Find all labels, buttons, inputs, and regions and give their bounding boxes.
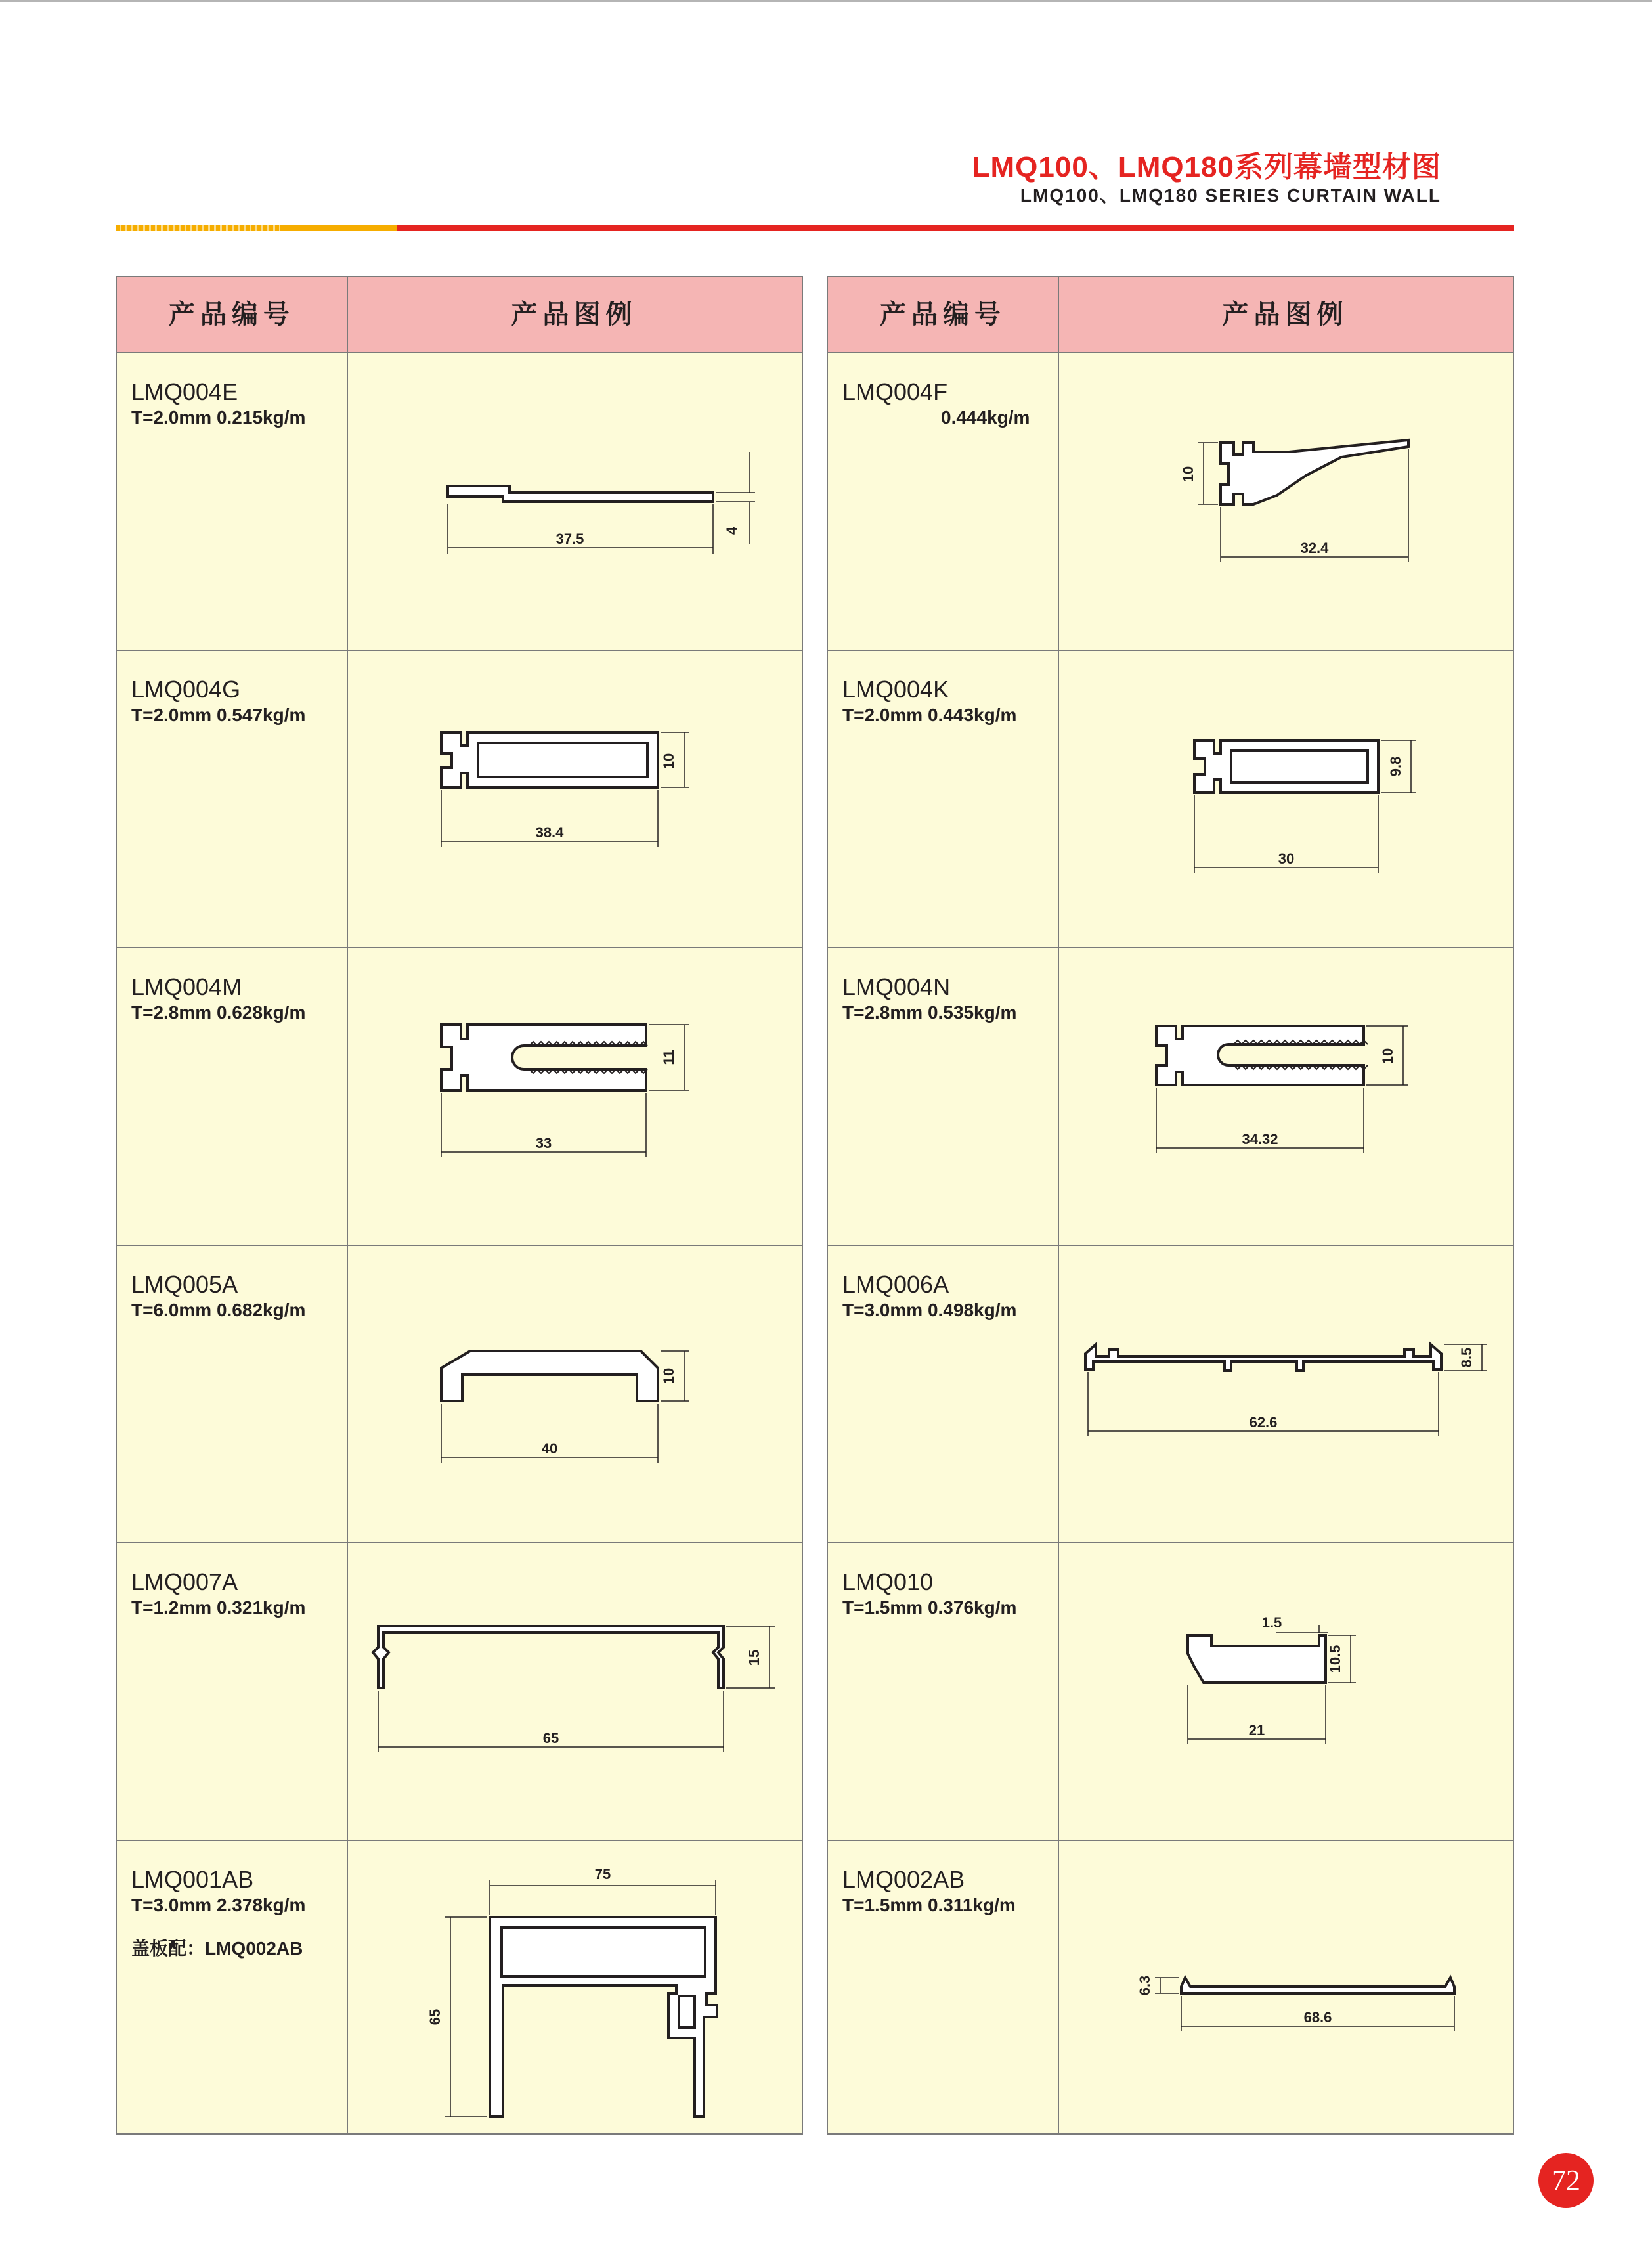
profile-drawing [348,948,803,1245]
profile-shape [1156,1026,1364,1085]
product-spec: T=2.8mm 0.628kg/m [131,1002,306,1023]
product-code: LMQ010 [842,1568,934,1595]
dim-height: 10 [661,1367,677,1384]
product-code: LMQ005A [131,1271,238,1298]
dim-height: 10 [1180,466,1196,483]
profile-drawing [1059,1841,1514,2137]
dim-width: 37.5 [555,531,584,547]
table-header [828,277,1513,353]
profile-drawing [348,1246,803,1542]
header-product-code: 产品编号 [169,300,295,329]
product-code: LMQ002AB [842,1866,965,1893]
dim-lip: 1.5 [1261,1614,1282,1631]
dim-width: 65 [542,1730,559,1746]
header-product-code: 产品编号 [880,300,1006,329]
product-code: LMQ004F [842,378,948,405]
dim-width: 21 [1248,1722,1265,1738]
page-title: LMQ100、LMQ180系列幕墙型材图 [972,151,1441,183]
product-code: LMQ004K [842,676,949,703]
dim-height: 65 [427,2008,443,2026]
accent-bar [116,225,1514,231]
dim-height: 8.5 [1458,1347,1475,1368]
profile-shape [373,1626,724,1688]
profile-drawing [348,353,803,650]
header-product-figure: 产品图例 [1222,300,1349,329]
table-row [828,1543,1513,1841]
profile-shape [441,1351,658,1401]
dim-width: 32.4 [1300,540,1329,556]
dim-width: 40 [541,1440,558,1457]
product-spec: T=1.2mm 0.321kg/m [131,1597,306,1618]
table-row [828,1246,1513,1543]
table-row [117,1841,802,2138]
product-spec: T=1.5mm 0.311kg/m [842,1895,1016,1915]
product-code: LMQ007A [131,1568,238,1595]
profile-shape [1188,1635,1326,1683]
product-code: LMQ001AB [131,1866,254,1893]
dim-height: 10 [1380,1048,1396,1065]
header-product-figure: 产品图例 [511,300,638,329]
product-code: LMQ004E [131,378,238,405]
profile-shape [1181,1978,1454,1993]
profile-shape [441,1025,646,1090]
page-number: 72 [1538,2153,1594,2208]
product-spec: T=2.0mm 0.443kg/m [842,705,1017,725]
profile-shape [490,1917,717,2117]
dim-width: 62.6 [1249,1414,1278,1430]
table-row [828,651,1513,948]
product-code: LMQ004N [842,973,951,1000]
product-spec: 0.444kg/m [941,407,1030,428]
table-row [117,948,802,1246]
dim-width: 68.6 [1303,2009,1332,2026]
dim-width: 34.32 [1242,1131,1278,1147]
product-code: LMQ006A [842,1271,949,1298]
profile-drawing [348,1543,803,1840]
profile-shape [441,732,658,787]
profile-shape [1194,740,1378,793]
page-subtitle: LMQ100、LMQ180 SERIES CURTAIN WALL [1020,185,1441,206]
dim-width: 38.4 [535,824,564,841]
profile-shape [448,486,713,502]
table-row [828,1841,1513,2138]
table-row [117,353,802,651]
table-row [117,1543,802,1841]
profile-drawing [348,1841,803,2137]
profile-drawing [1059,353,1514,650]
product-table-left [116,276,803,2135]
table-row [828,948,1513,1246]
dim-height: 10 [661,753,677,770]
product-spec: T=3.0mm 2.378kg/m [131,1895,306,1915]
dim-height: 9.8 [1387,756,1404,777]
dim-width: 75 [594,1866,611,1882]
product-note: 盖板配：LMQ002AB [131,1938,303,1959]
profile-drawing [1059,948,1514,1245]
dim-height: 15 [746,1649,762,1666]
dim-height: 4 [724,526,740,535]
profile-drawing [348,651,803,947]
product-spec: T=6.0mm 0.682kg/m [131,1300,306,1320]
dim-height: 6.3 [1137,1975,1153,1996]
profile-drawing [1059,1246,1514,1542]
dim-width: 30 [1278,851,1295,867]
top-rule [0,0,1652,2]
table-header [117,277,802,353]
product-spec: T=2.0mm 0.215kg/m [131,407,306,428]
table-row [117,1246,802,1543]
product-spec: T=2.0mm 0.547kg/m [131,705,306,725]
dim-width: 33 [535,1135,552,1151]
dim-height: 10.5 [1327,1645,1343,1673]
dim-height: 11 [661,1050,677,1065]
product-spec: T=2.8mm 0.535kg/m [842,1002,1017,1023]
table-row [117,651,802,948]
product-spec: T=1.5mm 0.376kg/m [842,1597,1017,1618]
profile-shape [1221,440,1408,504]
profile-shape [1085,1344,1441,1371]
table-row [828,353,1513,651]
product-table-right [827,276,1514,2135]
profile-drawing [1059,651,1514,947]
product-code: LMQ004M [131,973,242,1000]
product-spec: T=3.0mm 0.498kg/m [842,1300,1017,1320]
product-code: LMQ004G [131,676,241,703]
profile-drawing [1059,1543,1514,1840]
